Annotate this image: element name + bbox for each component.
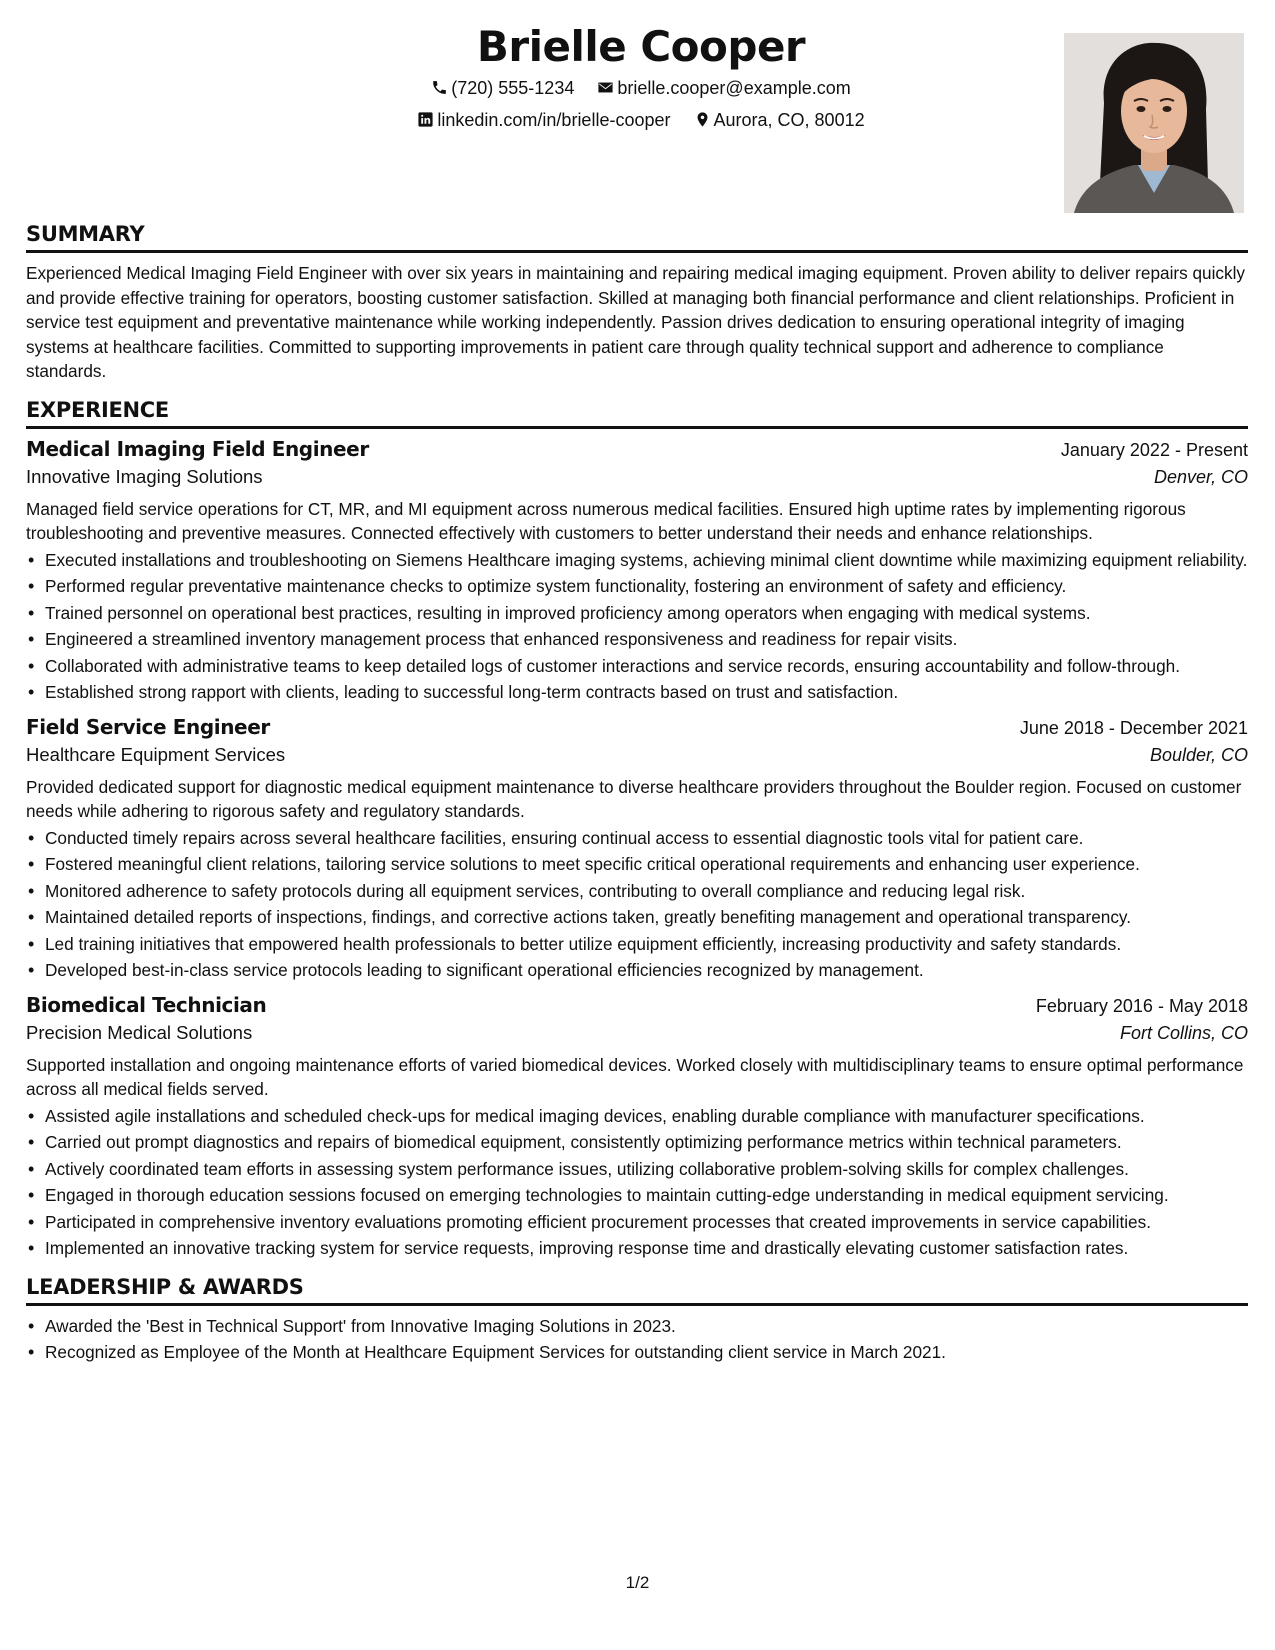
envelope-icon (597, 79, 614, 96)
phone-text: (720) 555-1234 (451, 78, 575, 98)
list-item: • Recognized as Employee of the Month at Healthcare Equipment Services for outstanding client service in March 2021. (26, 1340, 1248, 1365)
awards-list (26, 1314, 1248, 1365)
job-description: Provided dedicated support for diagnostic medical equipment maintenance to diverse healthcare providers throughout the Boulder region. Focused on customer needs while adhering to rigorous safety and regulatory standards. (26, 776, 1242, 821)
list-item: • Engaged in thorough education sessions focused on emerging technologies to maintain cutting-edge understanding in medical equipment servicing. (26, 1183, 1248, 1208)
awards-heading: LEADERSHIP & AWARDS (26, 1275, 1248, 1306)
linkedin-contact[interactable] (417, 110, 670, 131)
job-header (26, 437, 1248, 461)
list-item: • Executed installations and troubleshooting on Siemens Healthcare imaging systems, achieving minimal client downtime while maximizing equipment reliability. (26, 548, 1248, 573)
experience-section (26, 398, 1248, 1261)
job-title: Medical Imaging Field Engineer (26, 436, 369, 461)
list-item: • Engineered a streamlined inventory management process that enhanced responsiveness and readiness for repair visits. (26, 627, 1248, 652)
experience-heading: EXPERIENCE (26, 398, 1248, 429)
job-bullets (26, 826, 1248, 983)
linkedin-text[interactable]: linkedin.com/in/brielle-cooper (437, 110, 671, 130)
job-subheader (26, 1022, 1248, 1044)
location-contact (694, 110, 865, 131)
company-name: Healthcare Equipment Services (26, 743, 286, 765)
list-item: • Carried out prompt diagnostics and repairs of biomedical equipment, consistently optimizing performance metrics within technical parameters. (26, 1130, 1248, 1155)
job-dates: February 2016 - May 2018 (1035, 995, 1248, 1016)
job-title: Biomedical Technician (26, 992, 267, 1017)
job-location: Boulder, CO (1149, 744, 1248, 765)
list-item: • Fostered meaningful client relations, tailoring service solutions to meet specific critical operational requirements and enhancing user experience. (26, 852, 1248, 877)
list-item: • Collaborated with administrative teams to keep detailed logs of customer interactions and service records, ensuring accountability and follow-through. (26, 654, 1248, 679)
awards-section (26, 1275, 1248, 1365)
summary-section (26, 222, 1248, 384)
list-item: • Awarded the 'Best in Technical Support' from Innovative Imaging Solutions in 2023. (26, 1314, 1248, 1339)
job-entry (26, 437, 1248, 705)
job-title: Field Service Engineer (26, 714, 270, 739)
list-item: • Maintained detailed reports of inspections, findings, and corrective actions taken, greatly benefiting management and operational transparency. (26, 905, 1248, 930)
list-item: • Led training initiatives that empowered health professionals to better utilize equipment efficiently, increasing productivity and safety standards. (26, 932, 1248, 957)
resume-body (26, 222, 1248, 1367)
phone-icon (431, 79, 448, 96)
job-bullets (26, 1104, 1248, 1261)
page-number: 1/2 (625, 1573, 650, 1592)
job-header (26, 715, 1248, 739)
location-text: Aurora, CO, 80012 (713, 110, 865, 130)
linkedin-icon (417, 111, 434, 128)
summary-text: Experienced Medical Imaging Field Engineer with over six years in maintaining and repairing medical imaging equipment. Proven ability to deliver repairs quickly and provide effective training for operators, boosting customer satisfaction. Skilled at managing both financial performance and client relationships. Proficient in service test equipment and preventative maintenance while working independently. Passion drives dedication to ensuring operational integrity of imaging systems at healthcare facilities. Committed to supporting improvements in patient care through quality technical support and adherence to compliance standards. (26, 263, 1246, 381)
map-pin-icon (694, 111, 711, 128)
resume-header (26, 22, 1248, 212)
profile-photo (1064, 33, 1244, 213)
job-header (26, 993, 1248, 1017)
job-subheader (26, 744, 1248, 766)
list-item: • Developed best-in-class service protocols leading to significant operational efficiencies recognized by management. (26, 958, 1248, 983)
list-item: • Conducted timely repairs across several healthcare facilities, ensuring continual access to essential diagnostic tools vital for patient care. (26, 826, 1248, 851)
job-entry (26, 715, 1248, 983)
list-item: • Performed regular preventative maintenance checks to optimize system functionality, fostering an environment of safety and efficiency. (26, 574, 1248, 599)
list-item: • Monitored adherence to safety protocols during all equipment services, contributing to overall compliance and reducing legal risk. (26, 879, 1248, 904)
profile-portrait (1064, 33, 1244, 213)
email-text[interactable]: brielle.cooper@example.com (617, 78, 851, 98)
job-description: Supported installation and ongoing maintenance efforts of varied biomedical devices. Worked closely with multidisciplinary teams to ensure optimal performance across all medical fields served. (26, 1054, 1244, 1099)
list-item: • Assisted agile installations and scheduled check-ups for medical imaging devices, enabling durable compliance with manufacturer specifications. (26, 1104, 1248, 1129)
company-name: Innovative Imaging Solutions (26, 465, 263, 487)
list-item: • Trained personnel on operational best practices, resulting in improved proficiency among operators when engaging with medical systems. (26, 601, 1248, 626)
candidate-name: Brielle Cooper (476, 22, 806, 71)
phone-contact (431, 78, 574, 99)
list-item: • Actively coordinated team efforts in assessing system performance issues, utilizing collaborative problem-solving skills for complex challenges. (26, 1157, 1248, 1182)
job-subheader (26, 466, 1248, 488)
job-bullets (26, 548, 1248, 705)
email-contact[interactable] (597, 78, 850, 99)
job-location: Fort Collins, CO (1119, 1022, 1248, 1043)
job-description: Managed field service operations for CT, MR, and MI equipment across numerous medical facilities. Ensured high uptime rates by implementing rigorous troubleshooting and preventive measures. Connected effectively with customers to better understand their needs and enhance relationships. (26, 498, 1186, 543)
job-location: Denver, CO (1153, 466, 1248, 487)
company-name: Precision Medical Solutions (26, 1021, 253, 1043)
job-dates: June 2018 - December 2021 (1019, 717, 1248, 738)
job-dates: January 2022 - Present (1060, 439, 1248, 460)
list-item: • Established strong rapport with clients, leading to successful long-term contracts based on trust and satisfaction. (26, 680, 1248, 705)
summary-heading: SUMMARY (26, 222, 1248, 253)
list-item: • Participated in comprehensive inventory evaluations promoting efficient procurement processes that created improvements in service capabilities. (26, 1210, 1248, 1235)
list-item: • Implemented an innovative tracking system for service requests, improving response time and drastically elevating customer satisfaction rates. (26, 1236, 1248, 1261)
job-entry (26, 993, 1248, 1261)
